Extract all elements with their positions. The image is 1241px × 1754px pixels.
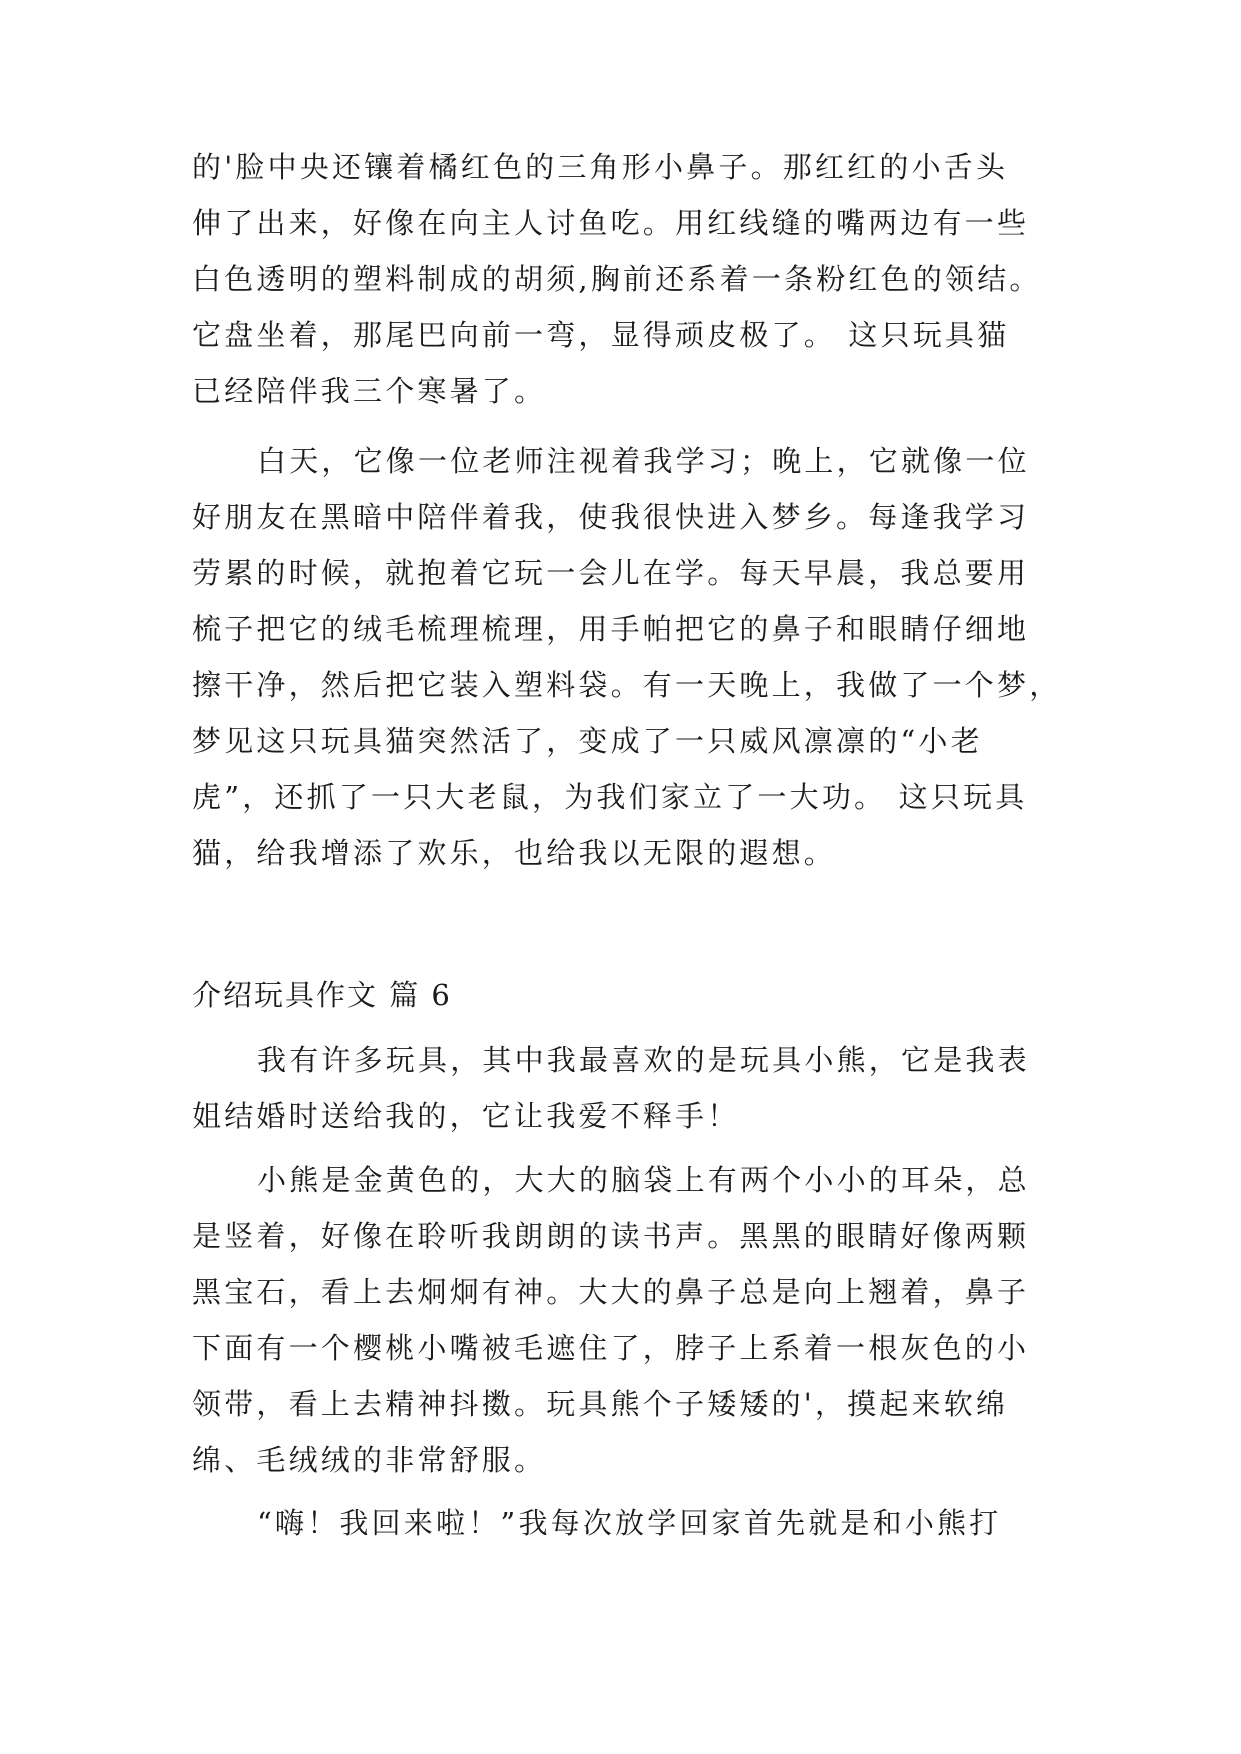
paragraph-line: 伸了出来，好像在向主人讨鱼吃。用红线缝的嘴两边有一些 — [192, 206, 1030, 240]
paragraph-line: 白色透明的塑料制成的胡须,胸前还系着一条粉红色的领结。 — [192, 262, 1042, 296]
paragraph-line: 已经陪伴我三个寒暑了。 — [192, 374, 547, 408]
paragraph-line: 黑宝石，看上去炯炯有神。大大的鼻子总是向上翘着，鼻子 — [192, 1275, 1030, 1309]
paragraph-line: 擦干净，然后把它装入塑料袋。有一天晚上，我做了一个梦， — [192, 668, 1062, 702]
paragraph-line: 猫，给我增添了欢乐，也给我以无限的遐想。 — [192, 836, 837, 870]
paragraph-line: 我有许多玩具，其中我最喜欢的是玩具小熊，它是我表 — [257, 1043, 1030, 1077]
paragraph-line: 梦见这只玩具猫突然活了，变成了一只威风凛凛的“小老 — [192, 724, 983, 758]
paragraph-line: 绵、毛绒绒的非常舒服。 — [192, 1443, 547, 1477]
section-heading: 介绍玩具作文 篇 6 — [192, 978, 452, 1012]
paragraph-line: 领带，看上去精神抖擞。玩具熊个子矮矮的'，摸起来软绵 — [192, 1387, 1009, 1421]
paragraph-line: 虎”，还抓了一只大老鼠，为我们家立了一大功。 这只玩具 — [192, 780, 1028, 814]
paragraph-line: 白天，它像一位老师注视着我学习；晚上，它就像一位 — [257, 444, 1030, 478]
paragraph-line: “嗨！我回来啦！”我每次放学回家首先就是和小熊打 — [257, 1506, 1002, 1540]
paragraph-line: 姐结婚时送给我的，它让我爱不释手！ — [192, 1099, 740, 1133]
paragraph-line: 它盘坐着，那尾巴向前一弯，显得顽皮极了。 这只玩具猫 — [192, 318, 1010, 352]
paragraph-line: 的'脸中央还镶着橘红色的三角形小鼻子。那红红的小舌头 — [192, 150, 1009, 184]
paragraph-line: 好朋友在黑暗中陪伴着我，使我很快进入梦乡。每逢我学习 — [192, 500, 1030, 534]
paragraph-line: 是竖着，好像在聆听我朗朗的读书声。黑黑的眼睛好像两颗 — [192, 1219, 1030, 1253]
paragraph-line: 梳子把它的绒毛梳理梳理，用手帕把它的鼻子和眼睛仔细地 — [192, 612, 1030, 646]
paragraph-line: 劳累的时候，就抱着它玩一会儿在学。每天早晨，我总要用 — [192, 556, 1030, 590]
paragraph-line: 下面有一个樱桃小嘴被毛遮住了，脖子上系着一根灰色的小 — [192, 1331, 1030, 1365]
paragraph-line: 小熊是金黄色的，大大的脑袋上有两个小小的耳朵，总 — [257, 1163, 1030, 1197]
